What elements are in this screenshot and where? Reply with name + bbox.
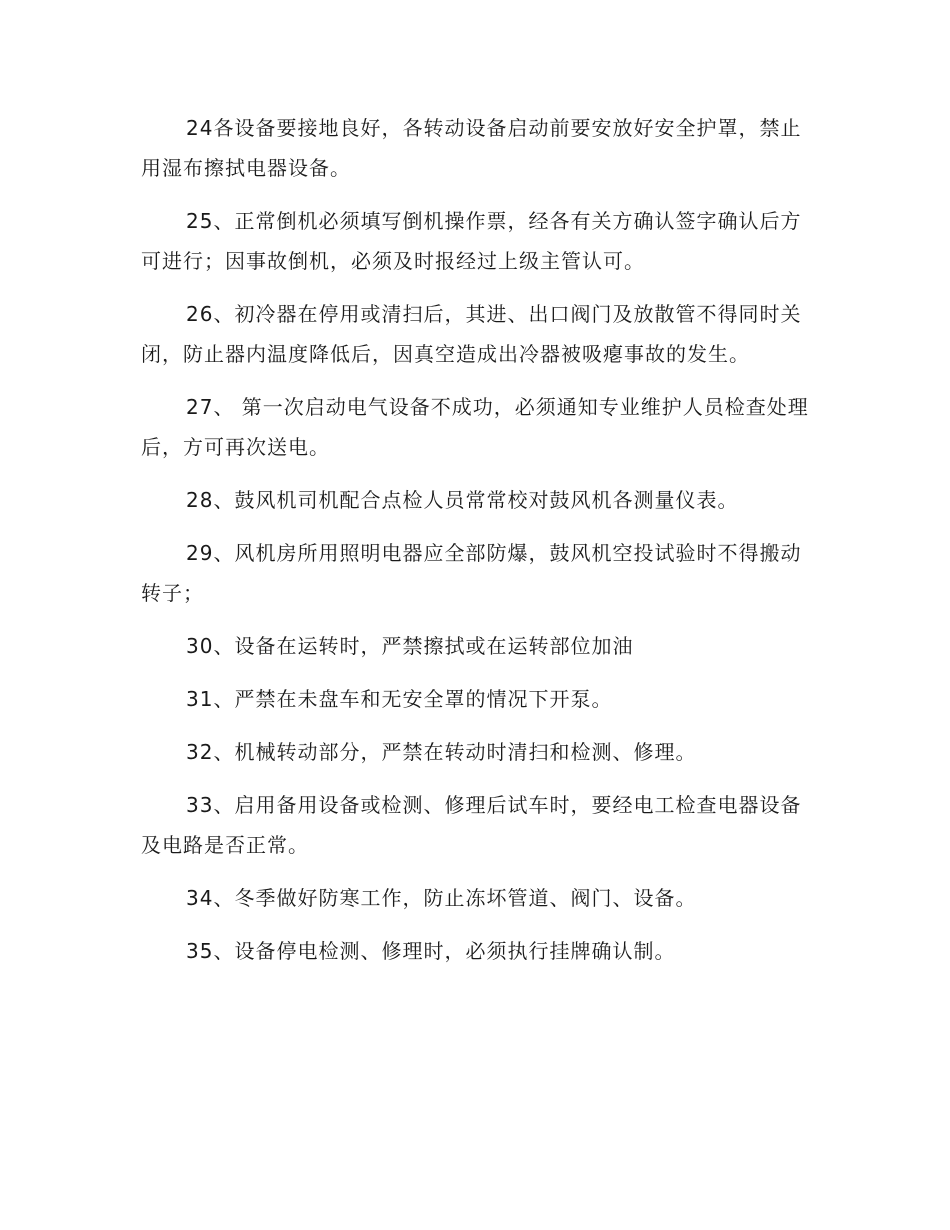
document-body [141,108,809,984]
paragraph-item-33: 33、启用备用设备或检测、修理后试车时，要经电工检查电器设备及电路是否正常。 [141,793,802,857]
paragraph-item-30: 30、设备在运转时，严禁擦拭或在运转部位加油 [186,634,634,658]
paragraph-item-27: 27、 第一次启动电气设备不成功，必须通知专业维护人员检查处理后，方可再次送电。 [141,395,809,459]
paragraph-item-35: 35、设备停电检测、修理时，必须执行挂牌确认制。 [186,939,676,963]
paragraph-item-28: 28、鼓风机司机配合点检人员常常校对鼓风机各测量仪表。 [186,488,739,512]
paragraph-item-24: 24各设备要接地良好，各转动设备启动前要安放好安全护罩，禁止用湿布擦拭电器设备。 [141,116,802,180]
paragraph-item-34: 34、冬季做好防寒工作，防止冻坏管道、阀门、设备。 [186,886,697,910]
paragraph-item-31: 31、严禁在未盘车和无安全罩的情况下开泵。 [186,687,613,711]
paragraph-item-25: 25、正常倒机必须填写倒机操作票，经各有关方确认签字确认后方可进行；因事故倒机，必须及时报经过上级主管认可。 [141,209,802,273]
paragraph-item-29: 29、风机房所用照明电器应全部防爆，鼓风机空投试验时不得搬动转子； [141,541,802,605]
paragraph-item-26: 26、初冷器在停用或清扫后，其进、出口阀门及放散管不得同时关闭，防止器内温度降低后，因真空造成出冷器被吸瘪事故的发生。 [141,302,802,366]
paragraph-item-32: 32、机械转动部分，严禁在转动时清扫和检测、修理。 [186,740,697,764]
